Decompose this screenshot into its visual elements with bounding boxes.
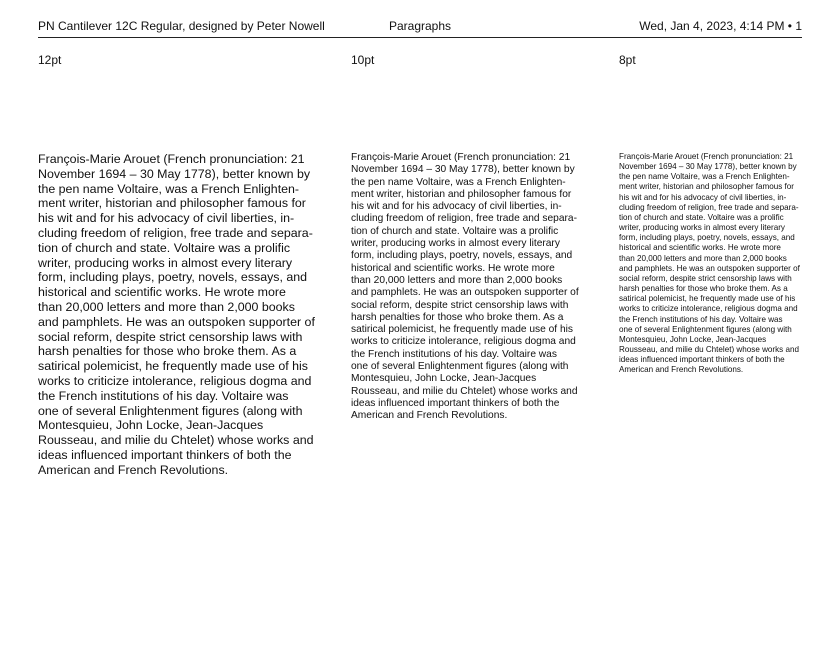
- size-label-10pt: 10pt: [351, 53, 375, 67]
- paragraph-column-10pt: [351, 152, 591, 423]
- datetime-page-number: Wed, Jan 4, 2023, 4:14 PM • 1: [639, 19, 802, 33]
- paragraph-text: François-Marie Arouet (French pronunciation: 21 November 1694 – 30 May 1778), better known by the pen name Voltaire, was a French Enlighten- ment writer, historian and philosopher famous for his wit and for his advocacy of civil liberties, in- cluding freedom of religion, free trade and separa- tion of church and state. Voltaire was a prolific writer, producing works in almost every literary form, including plays, poetry, novels, essays, and historical and scientific works. He wrote more than 20,000 letters and more than 2,000 books and pamphlets. He was an outspoken supporter of social reform, despite strict censorship laws with harsh penalties for those who broke them. As a satirical polemicist, he frequently made use of his works to criticize intolerance, religious dogma and the French institutions of his day. Voltaire was one of several Enlightenment figures (along with Montesquieu, John Locke, Jean-Jacques Rousseau, and milie du Chtelet) whose works and ideas influenced important thinkers of both the American and French Revolutions.: [38, 152, 315, 477]
- paragraph-text: François-Marie Arouet (French pronunciation: 21 November 1694 – 30 May 1778), better known by the pen name Voltaire, was a French Enlighten- ment writer, historian and philosopher famous for his wit and for his advocacy of civil liberties, in- cluding freedom of religion, free trade and separa- tion of church and state. Voltaire was a prolific writer, producing works in almost every literary form, including plays, poetry, novels, essays, and historical and scientific works. He wrote more than 20,000 letters and more than 2,000 books and pamphlets. He was an outspoken supporter of social reform, despite strict censorship laws with harsh penalties for those who broke them. As a satirical polemicist, he frequently made use of his works to criticize intolerance, religious dogma and the French institutions of his day. Voltaire was one of several Enlightenment figures (along with Montesquieu, John Locke, Jean-Jacques Rousseau, and milie du Chtelet) whose works and ideas influenced important thinkers of both the American and French Revolutions.: [619, 152, 800, 375]
- size-label-8pt: 8pt: [619, 53, 636, 67]
- paragraph-column-8pt: [619, 152, 809, 375]
- page-header: [38, 17, 802, 38]
- size-label-12pt: 12pt: [38, 53, 62, 67]
- page-title: Paragraphs: [388, 19, 452, 33]
- font-info: PN Cantilever 12C Regular, designed by Peter Nowell: [38, 19, 325, 33]
- paragraph-column-12pt: [38, 152, 318, 478]
- paragraph-text: François-Marie Arouet (French pronunciation: 21 November 1694 – 30 May 1778), better known by the pen name Voltaire, was a French Enlighten- ment writer, historian and philosopher famous for his wit and for his advocacy of civil liberties, in- cluding freedom of religion, free trade and separa- tion of church and state. Voltaire was a prolific writer, producing works in almost every literary form, including plays, poetry, novels, essays, and historical and scientific works. He wrote more than 20,000 letters and more than 2,000 books and pamphlets. He was an outspoken supporter of social reform, despite strict censorship laws with harsh penalties for those who broke them. As a satirical polemicist, he frequently made use of his works to criticize intolerance, religious dogma and the French institutions of his day. Voltaire was one of several Enlightenment figures (along with Montesquieu, John Locke, Jean-Jacques Rousseau, and milie du Chtelet) whose works and ideas influenced important thinkers of both the American and French Revolutions.: [351, 152, 579, 422]
